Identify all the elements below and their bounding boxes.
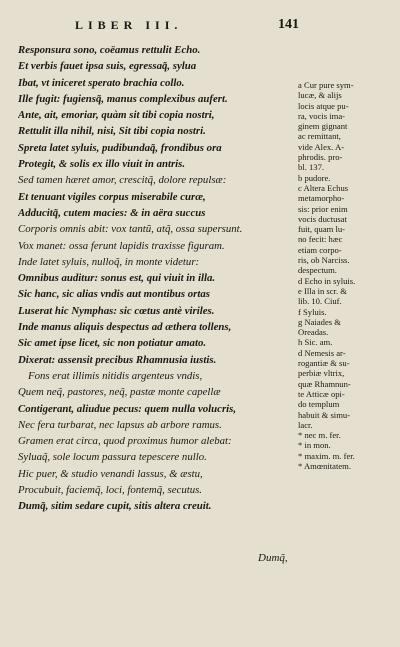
running-head: LIBER III. bbox=[75, 18, 183, 32]
verse-line: Protegit, & solis ex illo viuit in antris. bbox=[18, 158, 186, 171]
sidenote-line: h Sic. am. bbox=[298, 337, 333, 348]
sidenote-line: f Syluis. bbox=[298, 306, 327, 317]
sidenote-line: vocis ductusat bbox=[298, 213, 347, 224]
verse-line: Et verbis fauet ipsa suis, egressaq̃, sylua bbox=[18, 60, 197, 73]
verse-line: Dixerat: assensit precibus Rhamnusia iustis. bbox=[18, 353, 217, 366]
verse-line: Inde manus aliquis despectus ad æthera tollens, bbox=[18, 321, 232, 334]
sidenote-line: c Altera Echus bbox=[298, 182, 349, 193]
sidenote-line: phrodis. pro- bbox=[298, 152, 343, 163]
verse-line: Corporis omnis abit: vox tantũ, atq̃, ossa supersunt. bbox=[18, 223, 243, 236]
sidenote-line: locis atque pu- bbox=[298, 100, 349, 111]
sidenote-line: etiam corpo- bbox=[298, 244, 342, 255]
verse-line: Luserat hic Nymphas: sic cœtus antè viriles. bbox=[18, 304, 215, 317]
sidenote-line: Oreadas. bbox=[298, 327, 329, 338]
page-number: 141 bbox=[278, 17, 299, 32]
sidenote-line: lucæ, & alijs bbox=[298, 90, 342, 101]
sidenote-line: lib. 10. Ciuf. bbox=[298, 296, 342, 307]
sidenote-line: rogantiæ & su- bbox=[298, 358, 350, 369]
verse-line: Sed tamen hæret amor, crescitq̃, dolore repulsæ: bbox=[18, 174, 227, 187]
sidenote-line: perbiæ vltrix, bbox=[298, 368, 345, 379]
verse-line: Contigerant, aliudue pecus: quem nulla volucris, bbox=[18, 402, 237, 415]
sidenote-line: ginem gignant bbox=[298, 121, 348, 132]
verse-line: Syluaq̃, sole locum passura tepescere nullo. bbox=[18, 451, 207, 464]
sidenote-line: * Amœnitatem. bbox=[298, 460, 351, 471]
sidenote-line: habuit & simu- bbox=[298, 409, 351, 420]
verse-line: Et tenuant vigiles corpus miserabile curæ, bbox=[18, 190, 206, 203]
sidenote-line: no fecit: hæc bbox=[298, 234, 343, 245]
sidenote-line: ac remittant, bbox=[298, 131, 341, 142]
sidenote-line: b pudore. bbox=[298, 172, 331, 183]
sidenote-line: e Illa in scr. & bbox=[298, 285, 347, 296]
sidenote-line: * maxim. m. fer. bbox=[298, 450, 355, 461]
verse-line: Spreta latet syluis, pudibundaq̃, frondibus ora bbox=[18, 141, 222, 154]
sidenote-line: vide Alex. A- bbox=[298, 141, 345, 152]
verse-line: Gramen erat circa, quod proximus humor alebat: bbox=[18, 435, 232, 448]
sidenote-line: a Cur pure sym- bbox=[298, 80, 354, 90]
sidenote-line: te Atticæ opi- bbox=[298, 388, 345, 399]
verse-line: Quem neq̃, pastores, neq̃, pastæ monte capellæ bbox=[18, 386, 221, 399]
marginal-notes bbox=[298, 80, 396, 471]
verse-line: Ante, ait, emoriar, quàm sit tibi copia nostri, bbox=[18, 109, 215, 122]
sidenote-line: ris, ob Narciss. bbox=[298, 255, 350, 266]
verse-line: Ibat, vt iniceret sperato brachia collo. bbox=[18, 76, 185, 89]
sidenote-line: d Nemesis ar- bbox=[298, 347, 346, 358]
sidenote-line: d Echo in syluis. bbox=[298, 275, 356, 286]
sidenote-line: * in mon. bbox=[298, 440, 331, 451]
sidenote-line: lacr. bbox=[298, 419, 313, 430]
sidenote-line: metamorpho- bbox=[298, 193, 345, 204]
sidenote-line: * nec m. fer. bbox=[298, 430, 341, 441]
sidenote-line: do templum bbox=[298, 399, 340, 410]
verse-line: Dumq̃, sitim sedare cupit, sitis altera creuit. bbox=[18, 500, 212, 513]
verse-line: Omnibus auditur: sonus est, qui viuit in illa. bbox=[18, 272, 216, 285]
verse-line: Rettulit illa nihil, nisi, Sit tibi copia nostri. bbox=[18, 125, 206, 138]
sidenote-line: fuit, quam lu- bbox=[298, 224, 346, 235]
page-header bbox=[0, 18, 400, 36]
verse-line: Responsura sono, coëamus rettulit Echo. bbox=[18, 44, 201, 56]
verse-line: Sic hanc, sic alias vndis aut montibus ortas bbox=[18, 288, 210, 301]
verse-line: Adducitq̃, cutem macies: & in aëra succus bbox=[18, 206, 206, 219]
verse-line: Ille fugit: fugiensq̃, manus complexibus aufert. bbox=[18, 92, 228, 105]
sidenote-line: bl. 137. bbox=[298, 162, 325, 173]
verse-line: Vox manet: ossa ferunt lapidis traxisse figuram. bbox=[18, 239, 225, 252]
verse-line: Sic amet ipse licet, sic non potiatur amato. bbox=[18, 337, 207, 350]
verse-line: Procubuit, faciemq̃, loci, fontemq̃, secutus. bbox=[18, 484, 203, 497]
verse-line: Inde latet syluis, nulloq̃, in monte videtur: bbox=[18, 255, 200, 268]
sidenote-line: ra, vocis ima- bbox=[298, 110, 346, 121]
sidenote-line: despectum. bbox=[298, 265, 337, 276]
verse-line: Hic puer, & studio venandi lassus, & æstu, bbox=[18, 467, 203, 480]
sidenote-line: g Naiades & bbox=[298, 316, 341, 327]
sidenote-line: quæ Rhamnun- bbox=[298, 378, 351, 389]
sidenote-line: sis: prior enim bbox=[298, 203, 348, 214]
verse-column bbox=[18, 42, 290, 515]
verse-line: Nec fera turbarat, nec lapsus ab arbore ramus. bbox=[18, 418, 222, 431]
catchword: Dumq̃, bbox=[258, 552, 288, 564]
verse-line: Fons erat illimis nitidis argenteus vndis, bbox=[28, 369, 203, 382]
